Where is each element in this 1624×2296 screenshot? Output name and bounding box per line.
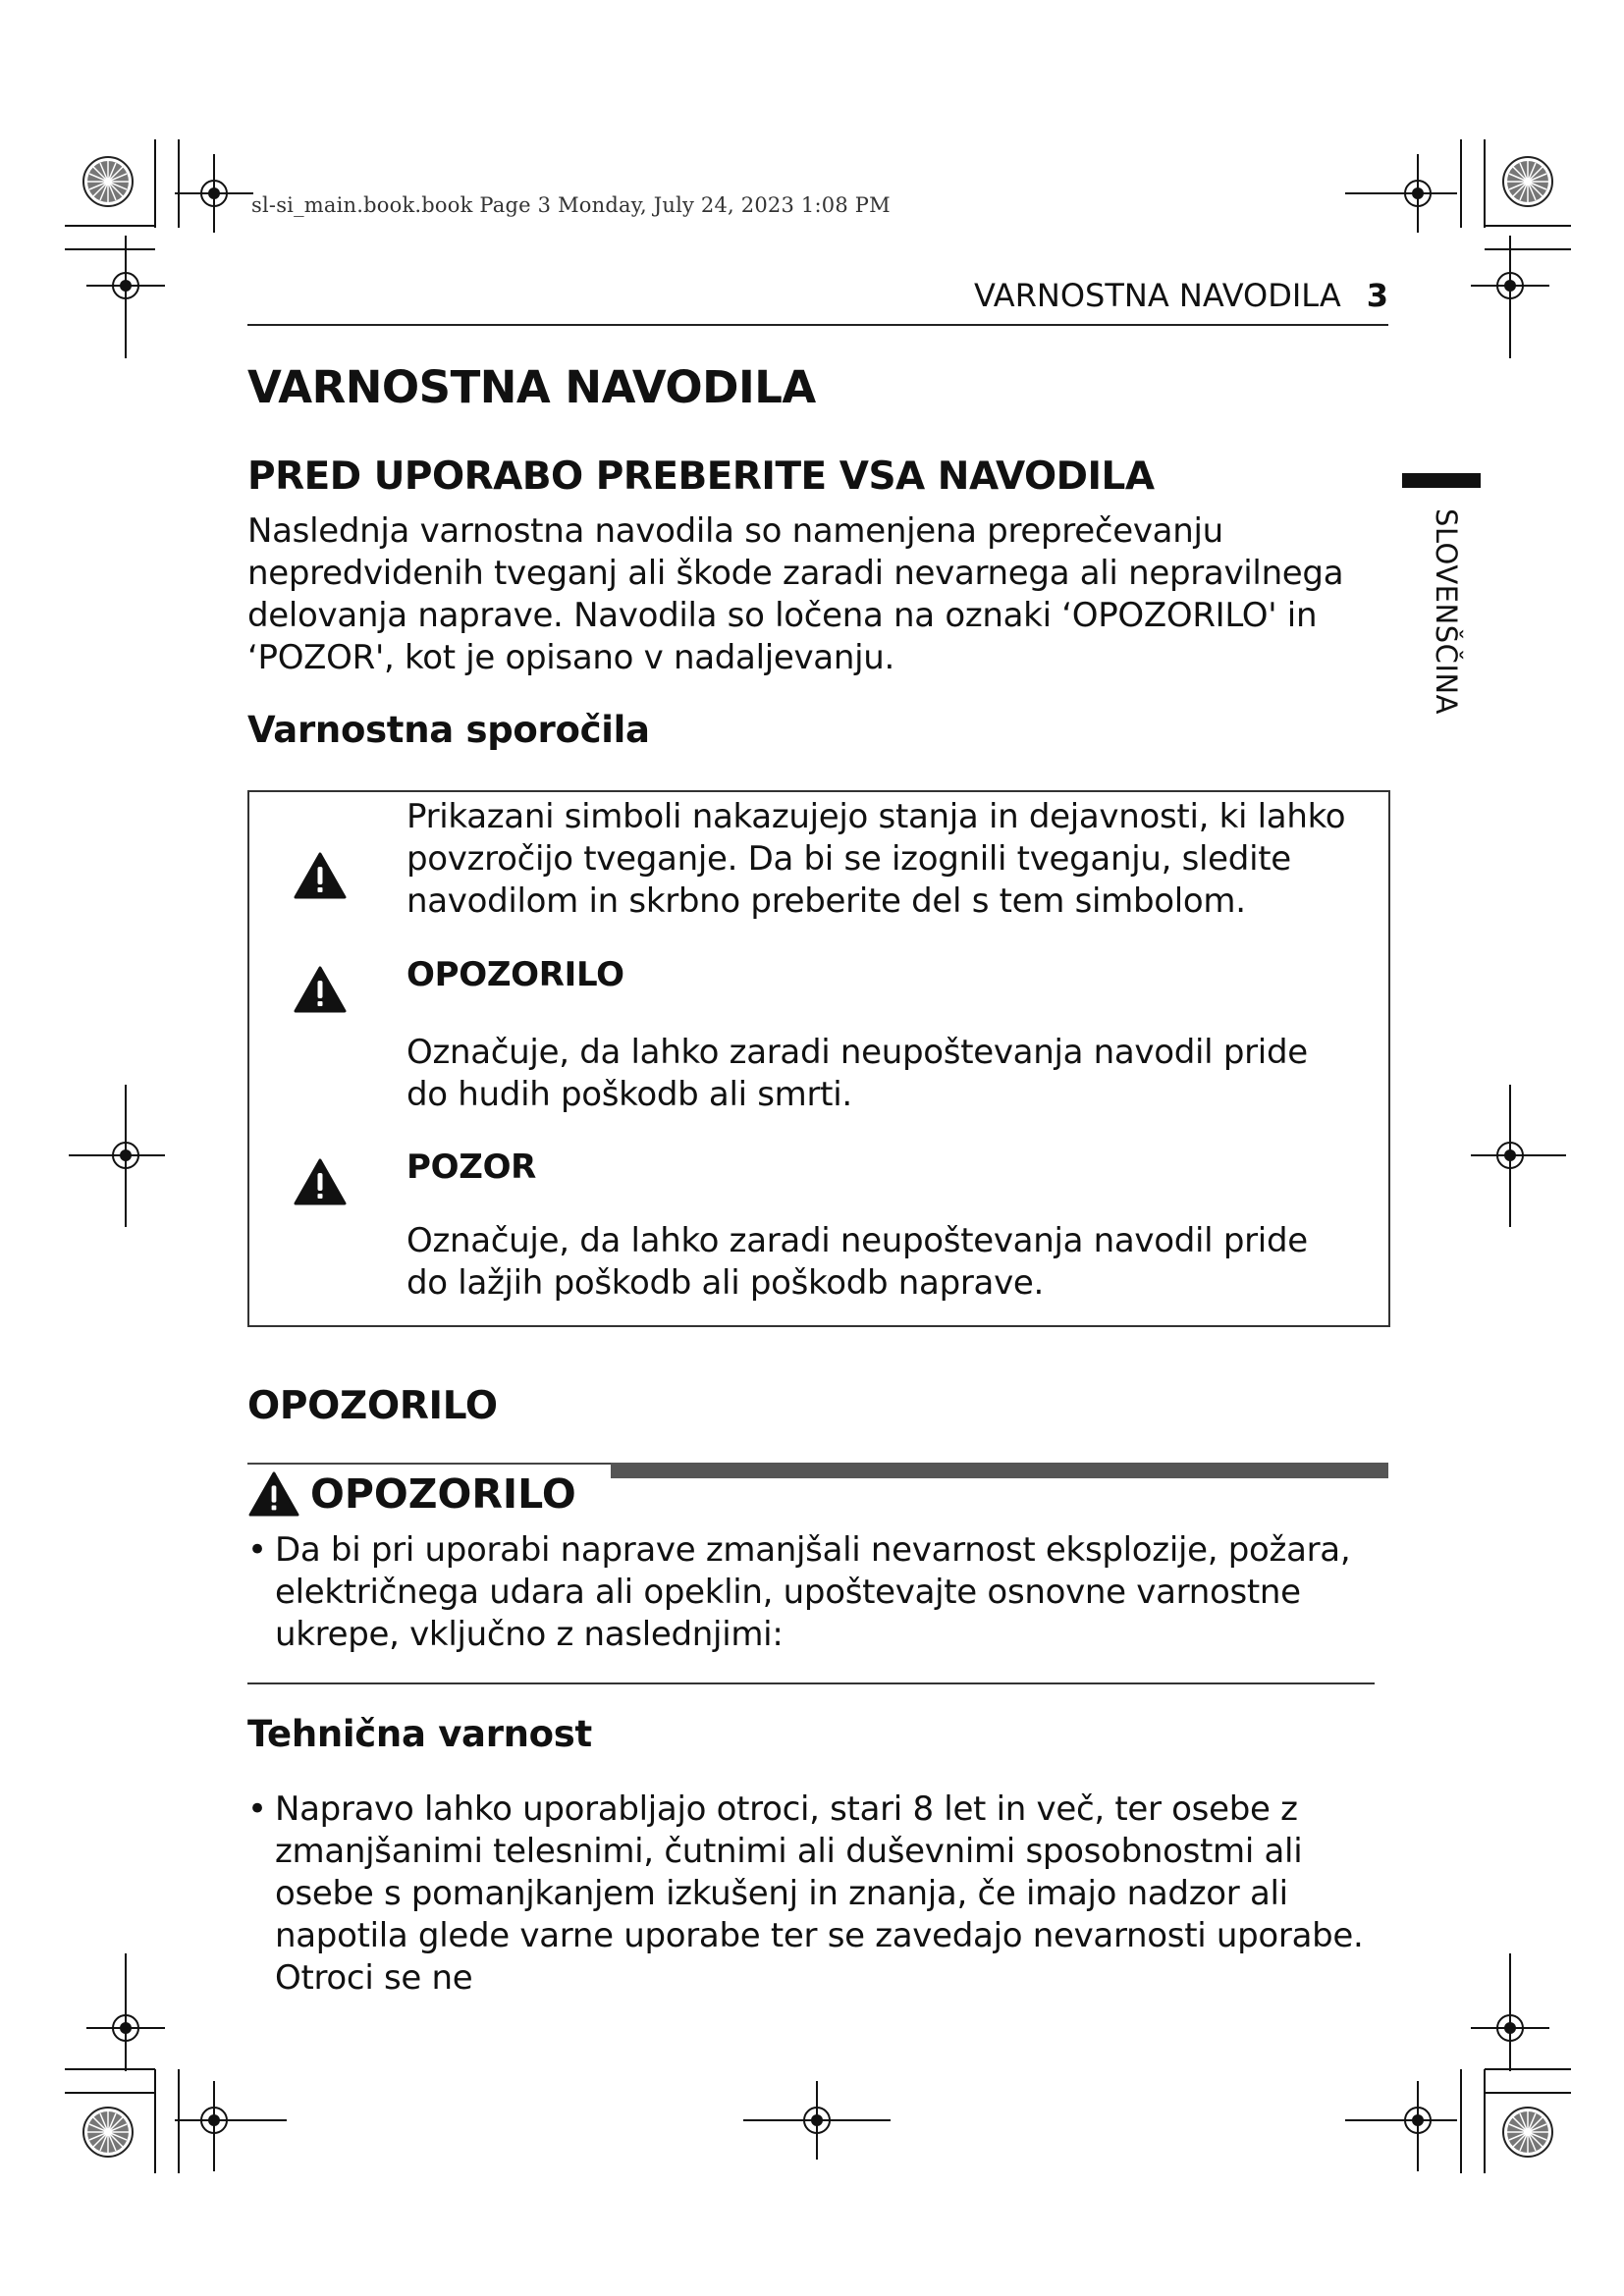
caution-description: Označuje, da lahko zaradi neupoštevanja navodil pride do lažjih poškodb ali poškodb naprave. — [406, 1221, 1308, 1303]
warning-bullet — [247, 1529, 1377, 1656]
bullet-mark: • — [247, 1789, 267, 1829]
language-tab-label: SLOVENŠČINA — [1430, 508, 1463, 715]
technical-safety-text: Napravo lahko uporabljajo otroci, stari 8 let in več, ter osebe z zmanjšanimi telesnimi, čutnimi ali duševnimi sposobnostmi ali osebe s pomanjkanjem izkušenj in znanja, če imajo nadzor ali napotila glede varne uporabe ter se zavedajo nevarnosti uporabe. Otroci se ne — [275, 1789, 1364, 1998]
warning-section-heading: OPOZORILO — [247, 1384, 498, 1428]
page-title: VARNOSTNA NAVODILA — [247, 361, 816, 413]
caution-triangle-icon — [293, 1157, 348, 1206]
warning-end-rule — [247, 1682, 1375, 1684]
warning-triangle-icon — [293, 851, 348, 900]
warning-label: OPOZORILO — [406, 955, 624, 994]
symbol-explanation: Prikazani simboli nakazujejo stanja in dejavnosti, ki lahko povzročijo tveganje. Da bi se izognili tveganju, sledite navodilom in skrbno preberite del s tem simbolom. — [406, 797, 1346, 921]
running-title: VARNOSTNA NAVODILA — [973, 277, 1341, 314]
safety-symbols-box — [247, 790, 1390, 1327]
warning-banner-label: OPOZORILO — [310, 1470, 576, 1518]
warning-triangle-icon — [247, 1470, 300, 1518]
warning-description: Označuje, da lahko zaradi neupoštevanja navodil pride do hudih poškodb ali smrti. — [406, 1033, 1308, 1114]
caution-label: POZOR — [406, 1148, 537, 1187]
technical-safety-bullet — [247, 1789, 1386, 2000]
warning-bullet-text: Da bi pri uporabi naprave zmanjšali nevarnost eksplozije, požara, električnega udara ali opeklin, upoštevajte osnovne varnostne ukrepe, vključno z naslednjimi: — [275, 1530, 1351, 1654]
bullet-mark: • — [247, 1530, 267, 1570]
print-slug: sl-si_main.book.book Page 3 Monday, July 24, 2023 1:08 PM — [251, 193, 891, 217]
safety-messages-heading: Varnostna sporočila — [247, 709, 650, 751]
running-header — [943, 277, 1388, 314]
warning-banner-bar — [611, 1463, 1388, 1478]
warning-triangle-icon — [293, 965, 348, 1014]
header-divider — [247, 324, 1388, 326]
language-tab-marker — [1402, 473, 1481, 488]
page-number: 3 — [1366, 277, 1388, 314]
technical-safety-heading: Tehnična varnost — [247, 1713, 592, 1755]
warning-banner — [247, 1470, 576, 1518]
section-subtitle: PRED UPORABO PREBERITE VSA NAVODILA — [247, 454, 1155, 499]
intro-paragraph: Naslednja varnostna navodila so namenjena preprečevanju nepredvidenih tveganj ali škode zaradi nevarnega ali nepravilnega delovanja naprave. Navodila so ločena na oznaki ‘OPOZORILO' in ‘POZOR', kot je opisano v nadaljevanju. — [247, 511, 1344, 677]
warning-banner-rule — [247, 1463, 613, 1465]
